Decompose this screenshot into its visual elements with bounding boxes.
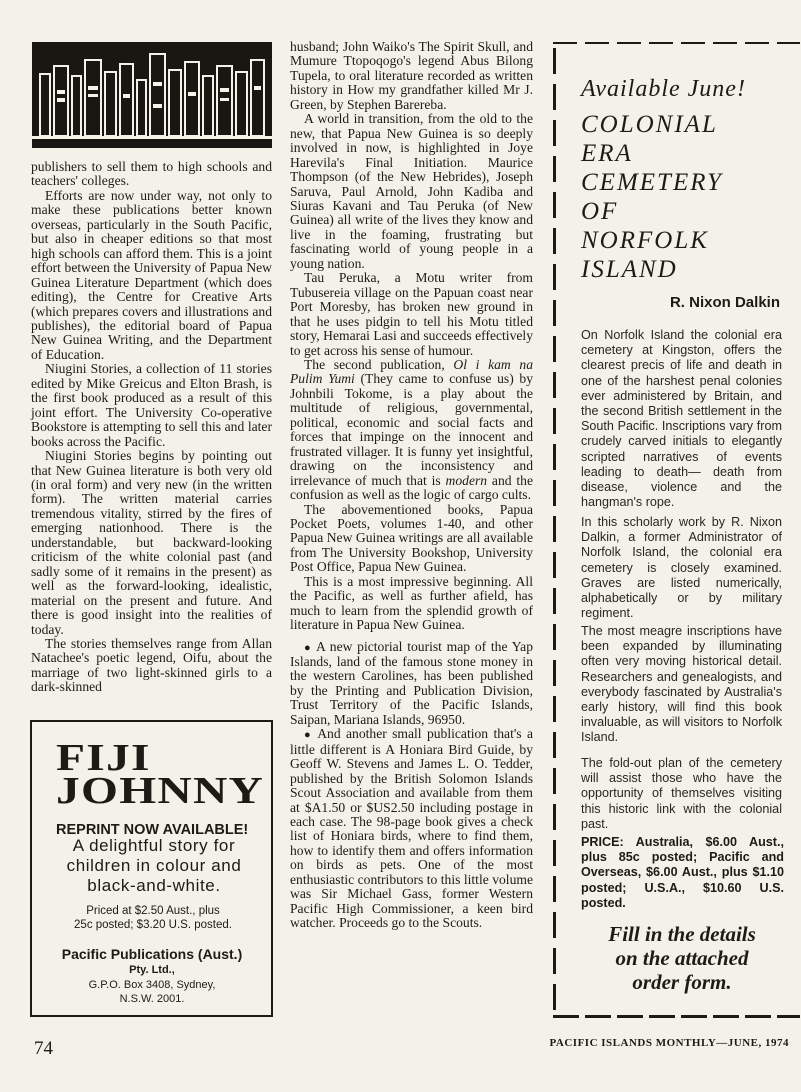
description-line: A delightful story for — [72, 836, 236, 855]
paragraph — [290, 640, 533, 728]
ad-paragraph: On Norfolk Island the colonial era cemetery at Kingston, offers the clearest precis of life and death in one of the harshest penal colonies ever administered by Britain, and the second British settlement in the South Pacific. Inscriptions vary from crudely carved initials to elegantly scripted narratives of events leading to death— death from disease, violence and the hangman's rope. — [581, 328, 782, 510]
text-run: (They came to confuse us) by Johnbili Tokome, is a play about the multitude of religious, governmental, political, economic and social facts and forces that impinge on the innocent and frustrated villager. It is funny yet insightful, drawing on the inconsistency and irrelevance of much that is — [290, 371, 533, 488]
ad-border-top — [553, 38, 800, 44]
article-column-2 — [290, 40, 533, 931]
books-logo — [32, 42, 272, 148]
title-line: OF — [581, 198, 619, 225]
ad-border — [32, 720, 271, 722]
reprint-notice: REPRINT NOW AVAILABLE! — [56, 822, 249, 838]
instruction-line: on the attached — [615, 946, 749, 970]
paragraph: Niugini Stories, a collection of 11 stories edited by Mike Greicus and Elton Brash, is the first book produced as a result of this joint effort. The University Co-operative Bookstore is attempting to sell this and later books across the Pacific. — [31, 361, 272, 449]
paragraph: publishers to sell them to high schools and teachers' colleges. — [31, 159, 272, 189]
ad-price — [48, 904, 258, 932]
emphasis: modern — [445, 472, 488, 488]
book-title — [581, 110, 791, 284]
page-number: 74 — [34, 1038, 53, 1059]
title-line: ERA — [581, 140, 633, 167]
publisher-suffix: Pty. Ltd., — [129, 964, 175, 976]
book-author: R. Nixon Dalkin — [669, 294, 780, 311]
title-line: NORFOLK — [581, 227, 709, 254]
text-run: And another small publication that's a little different is A Honiara Bird Guide, by Geoff W. Stevens and James L. O. Tedder, published by the British Solomon Islands Scout Association and available from them at $A1.50 or $US2.50 including postage in each case. The 98-page book gives a check list of Honiara birds, where to find them, how to identify them and offers information on birds as pets. One of the most enthusiastic contributors to this little volume was Sir Michael Gass, former Western Pacific High Commissioner, a keen bird watcher. Proceeds go to the Scouts. — [290, 726, 533, 931]
price-line: 25c posted; $3.20 U.S. posted. — [74, 919, 232, 931]
ad-paragraph: In this scholarly work by R. Nixon Dalkin, a former Administrator of Norfolk Island, the colonial era cemetery is closely examined. Graves are listed numerically, alphabetically or by military regiment. — [581, 515, 782, 621]
paragraph: Niugini Stories begins by pointing out that New Guinea literature is both very old (in oral form) and very new (in the written form). The written material carries tremendous vitality, stirred by the fires of emerging nationhood. There is the understandable, but backward-looking criticism of the white colonial past (and sadly some of it remains in the present) as well as the forward-looking, idealistic, material on the present and future. And there is good insight into the realities of today. — [31, 448, 272, 637]
ad-border-left — [553, 48, 556, 1016]
address-line: G.P.O. Box 3408, Sydney, — [88, 979, 216, 991]
ad-paragraph: The most meagre inscriptions have been expanded by illuminating often very moving historical detail. Researchers and genealogists, and everybody fascinated by Australia's early history, will find this book invaluable, as will visitors to Norfolk Island. — [581, 624, 782, 745]
bookshelf-icon — [32, 42, 272, 148]
paragraph: The stories themselves range from Allan Natachee's poetic legend, Oifu, about the marriage of two light-skinned girls to a dark-skinned — [31, 635, 272, 695]
title-line: CEMETERY — [581, 169, 723, 196]
paragraph — [290, 358, 533, 503]
running-footer: PACIFIC ISLANDS MONTHLY—JUNE, 1974 — [549, 1037, 789, 1049]
description-line: black-and-white. — [87, 876, 221, 895]
address-line: N.S.W. 2001. — [119, 993, 185, 1005]
play-title: Ol i kam na Pulim Yumi — [290, 356, 534, 387]
ad-paragraph: The fold-out plan of the cemetery will assist those who have the opportunity of themselves visiting this historic link with the colonial past. — [581, 756, 782, 831]
bullet-icon: ● — [304, 729, 313, 742]
text-run: and the confusion as well as the logic of cargo cults. — [290, 472, 533, 503]
ad-title: JOHNNY — [56, 770, 265, 812]
instruction-line: Fill in the details — [608, 922, 756, 946]
title-line: ISLAND — [581, 256, 678, 283]
publisher-name: Pacific Publications (Aust.) — [61, 946, 243, 962]
paragraph: Efforts are now under way, not only to make these publications better known overseas, particularly in the South Pacific, but also in cheaper editions so that most high schools can afford them. This is a joint effort between the University of Papua New Guinea Literature Department (which does editing), the Centre for Creative Arts (which prepares covers and illustrations and publishes), the editorial board of Papua New Guinea Writing, and the Department of Education. — [31, 187, 272, 362]
book-price: PRICE: Australia, $6.00 Aust., plus 85c posted; Pacific and Overseas, $6.00 Aust., plus $1.10 posted; U.S.A., $10.60 U.S. posted. — [581, 835, 784, 910]
paragraph: Tau Peruka, a Motu writer from Tubusereia village on the Papuan coast near Port Moresby, has broken new ground in that he uses pidgin to tell his Motu titled story, Hemarai Lasi and succeeds effectively to get across his sense of humour. — [290, 270, 533, 358]
publisher-address — [42, 978, 262, 1006]
ad-border-bottom — [553, 1015, 800, 1019]
order-instruction — [573, 922, 791, 994]
availability-heading: Available June! — [581, 76, 746, 102]
price-line: Priced at $2.50 Aust., plus — [86, 905, 220, 917]
ad-title: FIJI — [56, 737, 151, 779]
description-line: children in colour and — [66, 856, 242, 875]
paragraph: husband; John Waiko's The Spirit Skull, and Mumure Ttopoqogo's legend Abus Bilong Tupela, to oral literature recorded as written history in How my grandfather killed Mr J. Green, by Stephen Barereba. — [290, 39, 533, 112]
title-line: COLONIAL — [581, 111, 718, 138]
fiji-johnny-advertisement — [30, 720, 273, 1017]
paragraph: This is a most impressive beginning. All the Pacific, as well as further afield, has much to learn from the splendid growth of literature in Papua New Guinea. — [290, 573, 533, 633]
norfolk-cemetery-advertisement — [553, 38, 800, 1023]
bullet-icon: ● — [304, 641, 312, 654]
ad-description — [44, 836, 264, 896]
paragraph — [290, 727, 533, 930]
text-run: A new pictorial tourist map of the Yap Islands, land of the famous stone money in the western Carolines, has been published by the Printing and Publication Division, Trust Territory of the Pacific Islands, Saipan, Mariana Islands, 96950. — [290, 638, 533, 727]
text-run: The second publication, — [304, 356, 454, 372]
paragraph: The abovementioned books, Papua Pocket Poets, volumes 1-40, and other Papua New Guinea writings are all available from The University Bookshop, University Post Office, Papua New Guinea. — [290, 501, 533, 575]
instruction-line: order form. — [632, 970, 732, 994]
paragraph: A world in transition, from the old to the new, that Papua New Guinea is so deeply involved in now, is highlighted in Joye Harevila's Final Initiation. Maurice Thompson (of the New Hebrides), Joseph Saruva, Paul Arnold, John Kadiba and Siuras Kavani and Tau Peruka (of New Guinea) all write of the lives they know and live in the foaming, frustrating but fascinating world of young people in a young nation. — [290, 111, 533, 271]
article-column-1 — [31, 160, 272, 695]
